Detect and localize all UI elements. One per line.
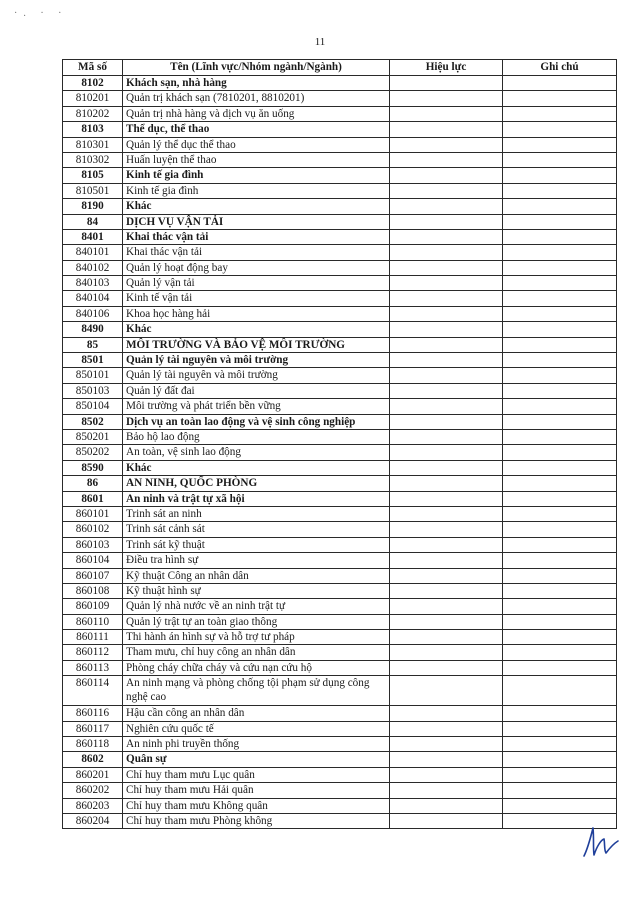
row-effect [390,676,503,706]
row-name: An ninh phi truyền thống [123,737,390,752]
row-name: Dịch vụ an toàn lao động và vệ sinh công nghiệp [123,414,390,429]
row-effect [390,276,503,291]
row-effect [390,229,503,244]
row-effect [390,414,503,429]
row-name: Điều tra hình sự [123,553,390,568]
row-name: Khác [123,322,390,337]
row-name: Quản trị khách sạn (7810201, 8810201) [123,91,390,106]
row-effect [390,491,503,506]
row-effect [390,752,503,767]
row-note [503,214,617,229]
row-note [503,583,617,598]
row-note [503,229,617,244]
row-name: Khác [123,199,390,214]
table-row [63,506,617,521]
row-note [503,414,617,429]
row-name: Kinh tế gia đình [123,168,390,183]
row-name: Khoa học hàng hải [123,306,390,321]
scan-specks: ·. · · [14,8,68,19]
row-effect [390,706,503,721]
row-code: 8490 [63,322,123,337]
table-row [63,767,617,782]
row-name: AN NINH, QUỐC PHÒNG [123,476,390,491]
row-code: 840101 [63,245,123,260]
header-name: Tên (Lĩnh vực/Nhóm ngành/Ngành) [123,60,390,76]
row-effect [390,583,503,598]
row-note [503,245,617,260]
row-note [503,199,617,214]
row-note [503,76,617,91]
table-row [63,614,617,629]
row-name: Kỹ thuật Công an nhân dân [123,568,390,583]
table-row [63,721,617,736]
table-row [63,429,617,444]
row-effect [390,568,503,583]
row-effect [390,630,503,645]
table-body [63,76,617,829]
row-note [503,706,617,721]
row-code: 850201 [63,429,123,444]
row-effect [390,152,503,167]
row-name: Quản lý tài nguyên và môi trường [123,368,390,383]
row-effect [390,353,503,368]
table-row [63,491,617,506]
row-name: Trinh sát cảnh sát [123,522,390,537]
row-note [503,291,617,306]
row-code: 810302 [63,152,123,167]
row-code: 86 [63,476,123,491]
row-name: Huấn luyện thể thao [123,152,390,167]
row-code: 840104 [63,291,123,306]
row-effect [390,199,503,214]
row-name: Quản lý đất đai [123,383,390,398]
row-effect [390,322,503,337]
row-code: 8501 [63,353,123,368]
row-note [503,599,617,614]
row-note [503,645,617,660]
row-note [503,429,617,444]
handwritten-signature [580,822,622,862]
row-code: 810202 [63,106,123,121]
row-code: 8190 [63,199,123,214]
row-note [503,476,617,491]
row-note [503,783,617,798]
row-code: 8103 [63,122,123,137]
row-code: 810201 [63,91,123,106]
table-row [63,353,617,368]
row-note [503,368,617,383]
row-effect [390,76,503,91]
row-code: 860107 [63,568,123,583]
table-row [63,322,617,337]
row-code: 860204 [63,813,123,828]
row-effect [390,337,503,352]
table-row [63,214,617,229]
row-note [503,676,617,706]
row-name: Phòng cháy chữa cháy và cứu nạn cứu hộ [123,660,390,675]
row-effect [390,183,503,198]
table-row [63,568,617,583]
table-row [63,414,617,429]
row-note [503,660,617,675]
row-note [503,721,617,736]
table-row [63,260,617,275]
row-name: Quản lý hoạt động bay [123,260,390,275]
table-row [63,660,617,675]
row-note [503,506,617,521]
row-name: Khai thác vận tải [123,245,390,260]
table-row [63,813,617,828]
row-name: An ninh và trật tự xã hội [123,491,390,506]
row-effect [390,122,503,137]
row-effect [390,260,503,275]
row-name: Chỉ huy tham mưu Không quân [123,798,390,813]
row-effect [390,168,503,183]
row-name: An toàn, vệ sinh lao động [123,445,390,460]
row-note [503,276,617,291]
row-effect [390,813,503,828]
table-row [63,645,617,660]
row-code: 8102 [63,76,123,91]
row-note [503,122,617,137]
row-name: Quản lý thể dục thể thao [123,137,390,152]
row-name: Chỉ huy tham mưu Hải quân [123,783,390,798]
row-effect [390,721,503,736]
row-code: 860201 [63,767,123,782]
row-name: Chỉ huy tham mưu Phòng không [123,813,390,828]
row-code: 850101 [63,368,123,383]
row-note [503,183,617,198]
row-code: 850103 [63,383,123,398]
table-row [63,383,617,398]
row-name: Quản lý tài nguyên và môi trường [123,353,390,368]
table-row [63,553,617,568]
table-row [63,798,617,813]
row-name: Chỉ huy tham mưu Lục quân [123,767,390,782]
table-row [63,752,617,767]
table-row [63,445,617,460]
row-code: 860112 [63,645,123,660]
page-number: 11 [314,36,326,48]
table-row [63,276,617,291]
table-row [63,76,617,91]
table-row [63,337,617,352]
row-effect [390,429,503,444]
row-code: 840102 [63,260,123,275]
row-effect [390,506,503,521]
row-name: Trinh sát an ninh [123,506,390,521]
row-effect [390,460,503,475]
row-effect [390,214,503,229]
row-effect [390,137,503,152]
row-name: Kinh tế vận tải [123,291,390,306]
row-code: 860202 [63,783,123,798]
row-note [503,152,617,167]
row-note [503,137,617,152]
row-name: MÔI TRƯỜNG VÀ BẢO VỆ MÔI TRƯỜNG [123,337,390,352]
row-code: 8401 [63,229,123,244]
row-effect [390,91,503,106]
row-code: 860109 [63,599,123,614]
row-code: 8601 [63,491,123,506]
row-effect [390,368,503,383]
row-note [503,630,617,645]
header-code: Mã số [63,60,123,76]
table-row [63,122,617,137]
row-note [503,537,617,552]
header-effect: Hiệu lực [390,60,503,76]
row-effect [390,599,503,614]
row-note [503,553,617,568]
row-name: Nghiên cứu quốc tế [123,721,390,736]
row-effect [390,476,503,491]
row-name: Thể dục, thể thao [123,122,390,137]
row-note [503,322,617,337]
row-code: 860102 [63,522,123,537]
table-header-row [63,60,617,76]
row-effect [390,537,503,552]
row-effect [390,798,503,813]
table-row [63,630,617,645]
table-row [63,676,617,706]
row-effect [390,645,503,660]
row-name: Quân sự [123,752,390,767]
table-row [63,706,617,721]
field-code-table [62,59,617,829]
row-code: 810501 [63,183,123,198]
table-row [63,399,617,414]
row-name: DỊCH VỤ VẬN TẢI [123,214,390,229]
row-name: Kỹ thuật hình sự [123,583,390,598]
row-code: 860101 [63,506,123,521]
row-name: Thi hành án hình sự và hỗ trợ tư pháp [123,630,390,645]
row-note [503,568,617,583]
row-name: Kinh tế gia đình [123,183,390,198]
row-name: Bảo hộ lao động [123,429,390,444]
table-row [63,106,617,121]
row-note [503,260,617,275]
table-row [63,229,617,244]
row-code: 850202 [63,445,123,460]
row-code: 860113 [63,660,123,675]
row-name: Trinh sát kỹ thuật [123,537,390,552]
row-name: Quản lý trật tự an toàn giao thông [123,614,390,629]
row-name: Hậu cần công an nhân dân [123,706,390,721]
table-row [63,291,617,306]
row-note [503,353,617,368]
row-name: Tham mưu, chỉ huy công an nhân dân [123,645,390,660]
row-note [503,306,617,321]
row-note [503,522,617,537]
row-code: 860116 [63,706,123,721]
row-name: Khác [123,460,390,475]
row-note [503,106,617,121]
row-note [503,737,617,752]
row-effect [390,445,503,460]
table-row [63,583,617,598]
row-effect [390,291,503,306]
row-code: 860108 [63,583,123,598]
row-code: 860103 [63,537,123,552]
row-code: 860111 [63,630,123,645]
row-code: 8602 [63,752,123,767]
row-note [503,491,617,506]
row-code: 860203 [63,798,123,813]
row-code: 8502 [63,414,123,429]
row-code: 860104 [63,553,123,568]
row-code: 84 [63,214,123,229]
table-row [63,168,617,183]
row-effect [390,245,503,260]
table-row [63,199,617,214]
row-code: 840106 [63,306,123,321]
table-row [63,460,617,475]
table-row [63,91,617,106]
row-code: 860114 [63,676,123,706]
row-effect [390,306,503,321]
row-code: 850104 [63,399,123,414]
row-effect [390,106,503,121]
table-row [63,476,617,491]
row-note [503,614,617,629]
table-row [63,368,617,383]
row-name: Quản trị nhà hàng và dịch vụ ăn uống [123,106,390,121]
row-name: Khai thác vận tải [123,229,390,244]
row-code: 810301 [63,137,123,152]
row-code: 860118 [63,737,123,752]
table-row [63,783,617,798]
row-code: 840103 [63,276,123,291]
table-row [63,137,617,152]
row-code: 860117 [63,721,123,736]
table-row [63,537,617,552]
row-note [503,337,617,352]
table-row [63,522,617,537]
row-effect [390,660,503,675]
row-name: Quản lý vận tải [123,276,390,291]
row-note [503,460,617,475]
row-effect [390,614,503,629]
row-note [503,767,617,782]
table-row [63,737,617,752]
row-code: 8105 [63,168,123,183]
row-name: An ninh mạng và phòng chống tội phạm sử dụng công nghệ cao [123,676,390,706]
row-effect [390,383,503,398]
header-note: Ghi chú [503,60,617,76]
table-row [63,599,617,614]
row-note [503,798,617,813]
table-row [63,306,617,321]
row-note [503,399,617,414]
row-effect [390,737,503,752]
row-effect [390,553,503,568]
row-effect [390,522,503,537]
table-row [63,183,617,198]
row-effect [390,783,503,798]
row-name: Môi trường và phát triển bền vững [123,399,390,414]
row-note [503,752,617,767]
row-code: 8590 [63,460,123,475]
row-note [503,445,617,460]
row-note [503,383,617,398]
row-name: Quản lý nhà nước về an ninh trật tự [123,599,390,614]
row-effect [390,767,503,782]
table-row [63,152,617,167]
row-name: Khách sạn, nhà hàng [123,76,390,91]
row-note [503,91,617,106]
row-code: 860110 [63,614,123,629]
table-row [63,245,617,260]
row-note [503,168,617,183]
row-code: 85 [63,337,123,352]
row-effect [390,399,503,414]
